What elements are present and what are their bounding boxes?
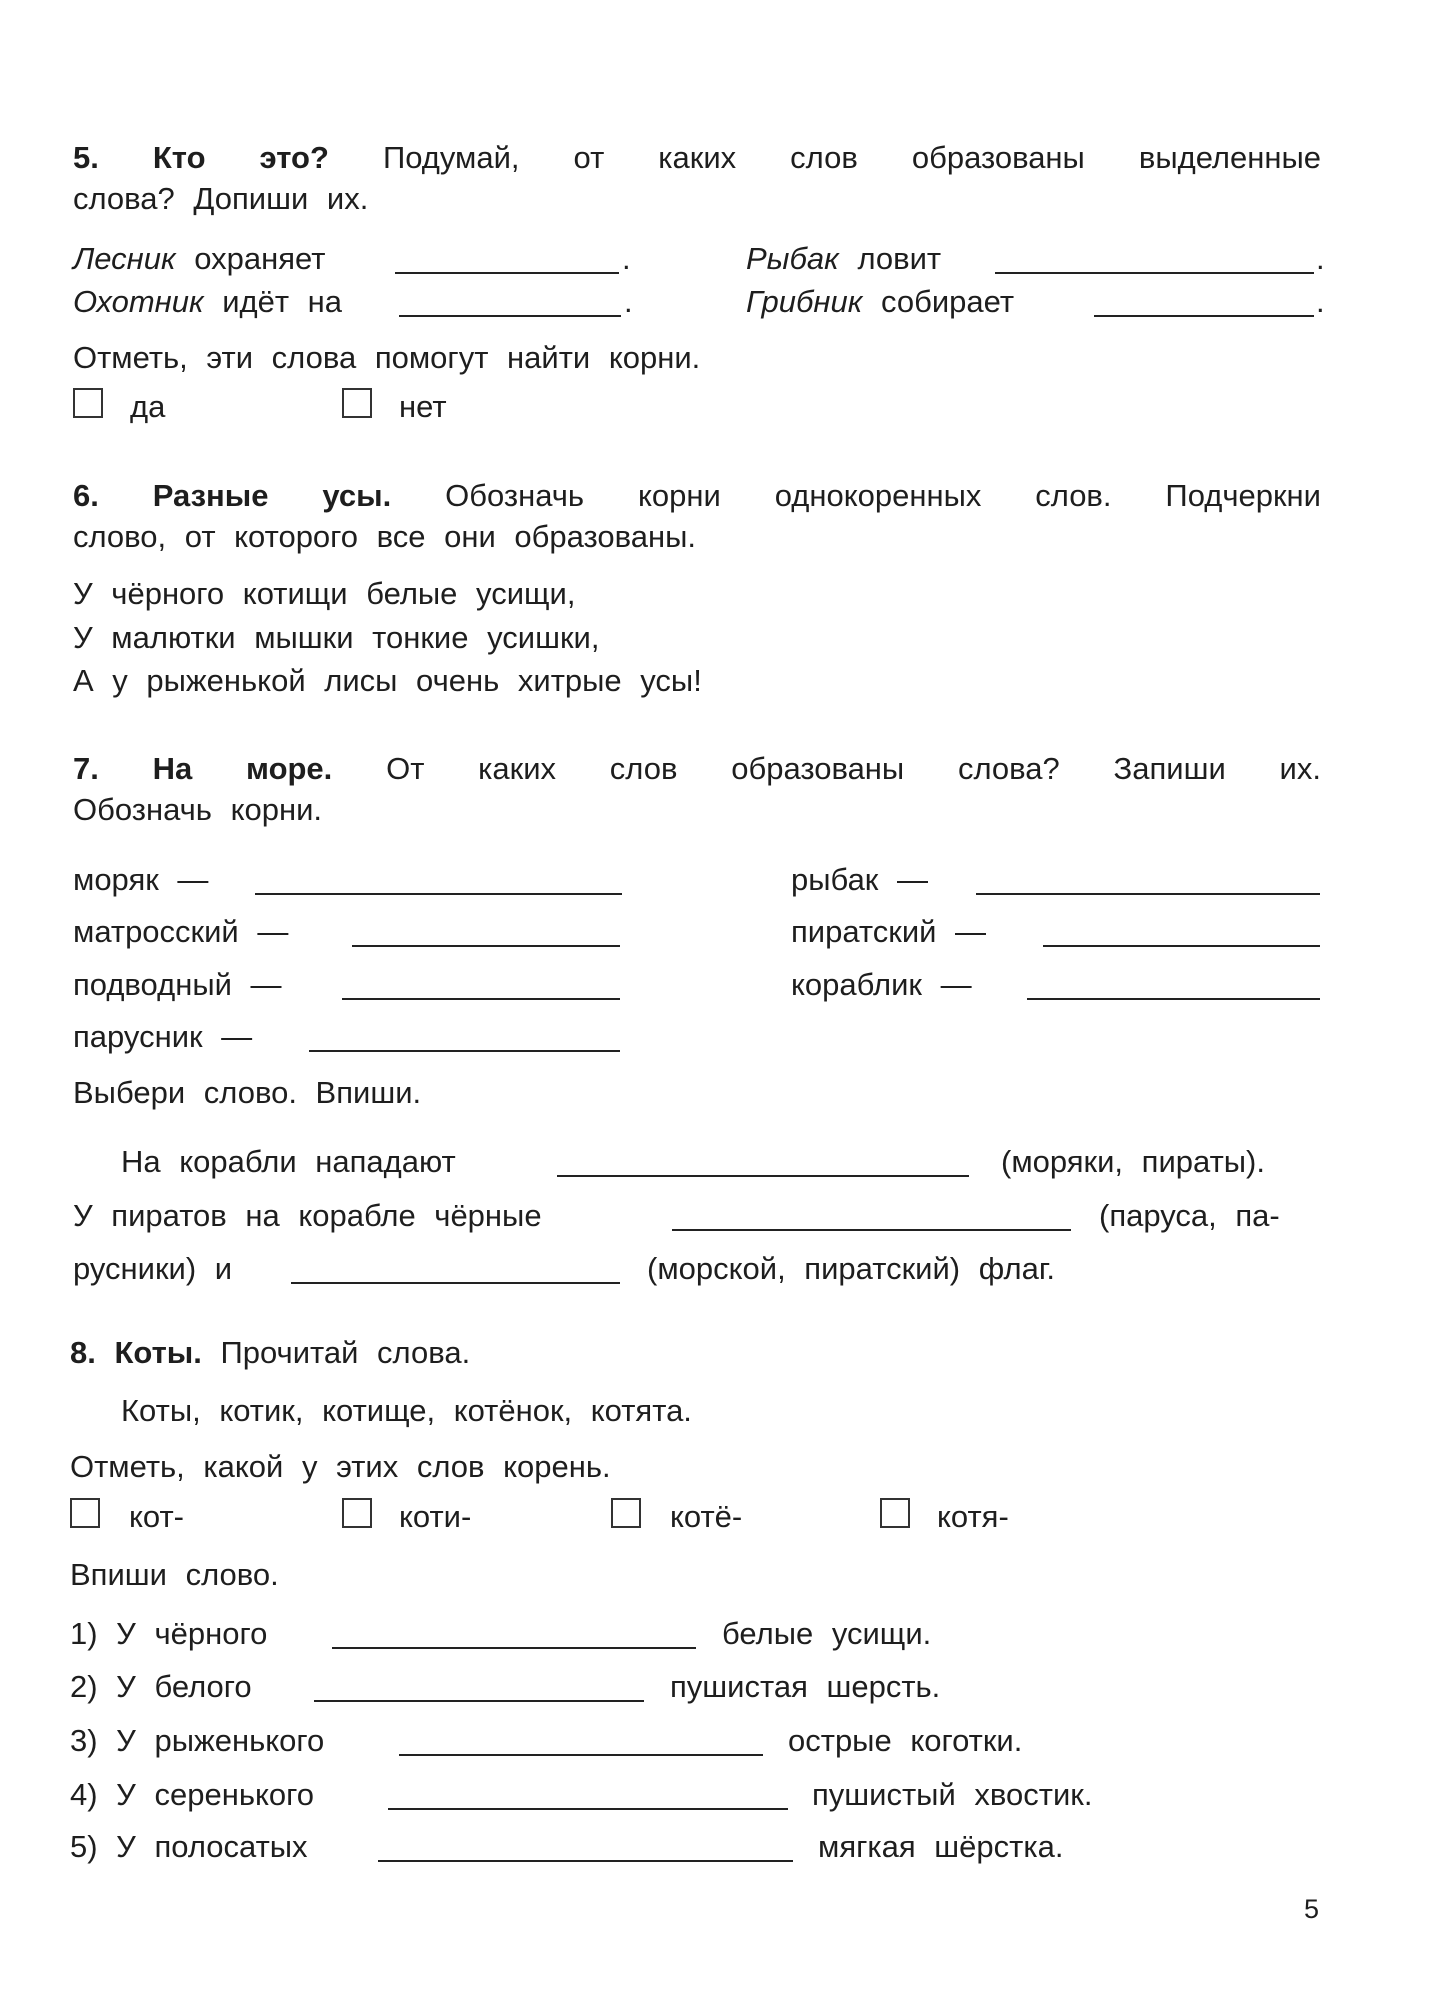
- word-label: матросский —: [73, 914, 289, 949]
- q5-mark: Отметь, эти слова помогут найти корни.: [73, 340, 701, 375]
- word-label: пиратский —: [791, 914, 987, 949]
- answer-blank[interactable]: [342, 998, 620, 1000]
- word-label: парусник —: [73, 1019, 253, 1054]
- q6-line2: слово, от которого все они образованы.: [73, 519, 697, 554]
- text: ловит: [857, 241, 942, 276]
- dot: .: [1316, 241, 1325, 276]
- q7-line1: От каких слов образованы слова? Запиши их.: [386, 751, 1321, 786]
- answer-blank[interactable]: [309, 1050, 620, 1052]
- option-label: нет: [399, 389, 447, 424]
- sentence-text: (морской, пиратский) флаг.: [647, 1251, 1055, 1286]
- item-text: пушистая шерсть.: [670, 1669, 941, 1704]
- word-label: подводный —: [73, 967, 282, 1002]
- q8-title: Коты.: [114, 1335, 202, 1370]
- dot: .: [622, 241, 631, 276]
- q7-line2: Обозначь корни.: [73, 792, 323, 827]
- q5-heading: [73, 138, 1321, 178]
- text: охраняет: [194, 241, 326, 276]
- answer-blank[interactable]: [255, 893, 622, 895]
- answer-blank[interactable]: [399, 315, 621, 317]
- page-number: 5: [1304, 1894, 1320, 1924]
- q5-row-1: [73, 239, 325, 279]
- checkbox-kote[interactable]: [611, 1498, 641, 1528]
- item-text: острые коготки.: [788, 1723, 1023, 1758]
- q5-line1: Подумай, от каких слов образованы выделенные: [382, 140, 1321, 175]
- poem-line: У малютки мышки тонкие усишки,: [73, 620, 600, 655]
- answer-blank[interactable]: [976, 893, 1320, 895]
- q7-choose: Выбери слово. Впиши.: [73, 1075, 422, 1110]
- q8-mark: Отметь, какой у этих слов корень.: [70, 1449, 611, 1484]
- q7-number: 7.: [73, 751, 99, 786]
- answer-blank[interactable]: [332, 1647, 696, 1649]
- item-text: белые усищи.: [722, 1616, 932, 1651]
- answer-blank[interactable]: [1027, 998, 1320, 1000]
- q6-number: 6.: [73, 478, 99, 513]
- checkbox-net[interactable]: [342, 388, 372, 418]
- q8-number: 8.: [70, 1335, 96, 1370]
- item-text: 2) У белого: [70, 1669, 252, 1704]
- sentence-text: (паруса, па-: [1099, 1198, 1280, 1233]
- q5-row-2: [746, 239, 941, 279]
- sentence-text: (моряки, пираты).: [1001, 1144, 1265, 1179]
- q5-line2: слова? Допиши их.: [73, 181, 369, 216]
- option-label: котё-: [670, 1499, 743, 1534]
- word-label: кораблик —: [791, 967, 972, 1002]
- q5-title: Кто это?: [152, 140, 329, 175]
- answer-blank[interactable]: [388, 1808, 788, 1810]
- text: собирает: [880, 284, 1015, 319]
- word: Грибник: [746, 284, 863, 319]
- answer-blank[interactable]: [378, 1860, 793, 1862]
- q8-line1: Прочитай слова.: [220, 1335, 471, 1370]
- q6-heading: [73, 476, 1321, 516]
- answer-blank[interactable]: [672, 1229, 1071, 1231]
- sentence-text: У пиратов на корабле чёрные: [73, 1198, 542, 1233]
- item-text: 5) У полосатых: [70, 1829, 308, 1864]
- answer-blank[interactable]: [352, 945, 620, 947]
- item-text: 3) У рыженького: [70, 1723, 325, 1758]
- poem-line: А у рыженькой лисы очень хитрые усы!: [73, 663, 702, 698]
- option-label: кот-: [129, 1499, 184, 1534]
- q7-heading: [73, 749, 1321, 789]
- item-text: пушистый хвостик.: [812, 1777, 1093, 1812]
- q8-words: Коты, котик, котище, котёнок, котята.: [121, 1393, 692, 1428]
- checkbox-kotya[interactable]: [880, 1498, 910, 1528]
- sentence-text: На корабли нападают: [121, 1144, 456, 1179]
- word-label: моряк —: [73, 862, 209, 897]
- text: идёт на: [222, 284, 343, 319]
- answer-blank[interactable]: [314, 1700, 644, 1702]
- q5-row-3: [73, 282, 342, 322]
- q6-line1: Обозначь корни однокоренных слов. Подчеркни: [445, 478, 1321, 513]
- q6-title: Разные усы.: [152, 478, 392, 513]
- answer-blank[interactable]: [1043, 945, 1320, 947]
- option-label: котя-: [937, 1499, 1009, 1534]
- poem-line: У чёрного котищи белые усищи,: [73, 576, 576, 611]
- q5-row-4: [746, 282, 1014, 322]
- answer-blank[interactable]: [995, 272, 1314, 274]
- dot: .: [1316, 284, 1325, 319]
- checkbox-da[interactable]: [73, 388, 103, 418]
- item-text: 1) У чёрного: [70, 1616, 268, 1651]
- option-label: коти-: [399, 1499, 472, 1534]
- answer-blank[interactable]: [291, 1282, 620, 1284]
- answer-blank[interactable]: [1094, 315, 1314, 317]
- word: Лесник: [73, 241, 176, 276]
- answer-blank[interactable]: [399, 1754, 763, 1756]
- item-text: 4) У серенького: [70, 1777, 314, 1812]
- q8-heading: [70, 1333, 470, 1373]
- checkbox-koti[interactable]: [342, 1498, 372, 1528]
- item-text: мягкая шёрстка.: [818, 1829, 1064, 1864]
- word: Рыбак: [746, 241, 839, 276]
- answer-blank[interactable]: [395, 272, 619, 274]
- q5-number: 5.: [73, 140, 99, 175]
- checkbox-kot[interactable]: [70, 1498, 100, 1528]
- q7-title: На море.: [152, 751, 333, 786]
- word-label: рыбак —: [791, 862, 928, 897]
- dot: .: [624, 284, 633, 319]
- q8-write: Впиши слово.: [70, 1557, 279, 1592]
- word: Охотник: [73, 284, 204, 319]
- option-label: да: [130, 389, 166, 424]
- answer-blank[interactable]: [557, 1175, 969, 1177]
- sentence-text: русники) и: [73, 1251, 233, 1286]
